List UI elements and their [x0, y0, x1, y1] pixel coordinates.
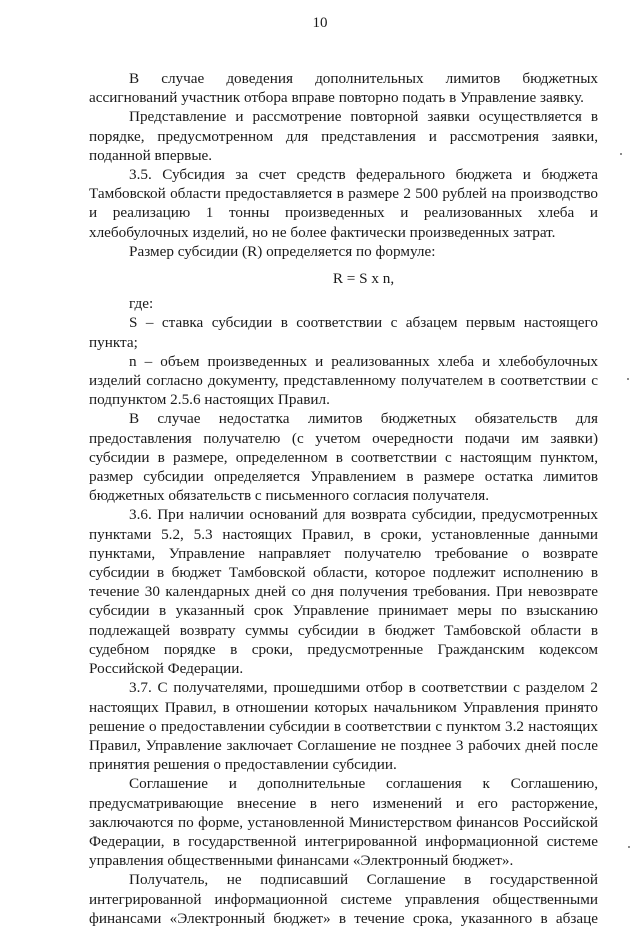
text-line: принятия решения о предоставлении субсидии. — [89, 756, 397, 774]
document-body — [89, 69, 598, 928]
paragraph-p2 — [89, 107, 598, 165]
text-line: управления общественными финансами «Электронный бюджет». — [89, 852, 514, 870]
text-line: настоящих Правил, в отношении которых начальником Управления принято — [89, 698, 598, 716]
text-line: размер субсидии определяется Управлением в размере остатка лимитов — [89, 468, 598, 486]
text-line: изделий согласно документу, представленному получателем в соответствии с — [89, 372, 598, 390]
scan-artifact — [627, 378, 629, 380]
text-line: предоставления получателю (с учетом очередности подачи им заявки) — [89, 429, 598, 447]
text-line: финансами «Электронный бюджет» в течение срока, указанного в абзаце — [89, 909, 598, 927]
text-line: В случае доведения дополнительных лимитов бюджетных — [129, 70, 598, 87]
text-line: хлебобулочных изделий, но не более фактически произведенных затрат. — [89, 223, 556, 241]
text-line: S – ставка субсидии в соответствии с абзацем первым настоящего — [129, 314, 598, 332]
text-line: Правил, Управление заключает Соглашение не позднее 3 рабочих дней после — [89, 736, 598, 754]
paragraph-p8 — [89, 409, 598, 505]
paragraph-p11 — [89, 774, 598, 870]
text-line: Соглашение и дополнительные соглашения к Соглашению, — [129, 775, 598, 793]
text-line: судебном порядке в сроки, предусмотренные Гражданским кодексом — [89, 640, 598, 658]
formula: R = S x n, — [332, 270, 395, 288]
paragraph-p1 — [89, 69, 598, 107]
text-line: пунктами, Управление направляет получателю требование о возврате — [89, 544, 598, 562]
text-line: Размер субсидии (R) определяется по формуле: — [129, 242, 436, 260]
text-line: и реализацию 1 тонны произведенных и реализованных хлеба и — [89, 204, 598, 222]
text-line: Федерации, в государственной интегрированной информационной системе — [89, 832, 598, 850]
text-line: решение о предоставлении субсидии в соответствии с пунктом 3.2 настоящих — [89, 717, 598, 735]
paragraph-p9 — [89, 505, 598, 678]
paragraph-p7 — [89, 352, 598, 410]
text-line: подпунктом 2.5.6 настоящих Правил. — [89, 391, 330, 409]
paragraph-p5 — [89, 294, 598, 313]
text-line: В случае недостатка лимитов бюджетных обязательств для — [129, 410, 598, 428]
text-line: 3.7. С получателями, прошедшими отбор в соответствии с разделом 2 — [129, 679, 598, 697]
text-line: Получатель, не подписавший Соглашение в государственной — [129, 871, 598, 889]
scan-artifact — [628, 846, 630, 848]
text-line: интегрированной информационной системе управления общественными — [89, 890, 598, 908]
paragraph-p12 — [89, 870, 598, 928]
text-line: Представление и рассмотрение повторной заявки осуществляется в — [129, 108, 598, 126]
paragraph-p4 — [89, 242, 598, 261]
text-line: n – объем произведенных и реализованных хлеба и хлебобулочных — [129, 352, 598, 370]
paragraph-p3 — [89, 165, 598, 242]
text-line: течение 30 календарных дней со дня получения требования. При невозврате — [89, 583, 598, 601]
text-line: заключаются по форме, установленной Министерством финансов Российской — [89, 813, 598, 831]
text-line: Тамбовской области предоставляется в размере 2 500 рублей на производство — [89, 185, 598, 203]
text-line: субсидии в указанный срок Управление принимает меры по взысканию — [89, 602, 598, 620]
text-line: субсидии в размере, определенном в соответствии с настоящим пунктом, — [89, 448, 598, 466]
text-line: Российской Федерации. — [89, 660, 244, 678]
text-line: 3.5. Субсидия за счет средств федерального бюджета и бюджета — [129, 166, 598, 184]
text-line: субсидии в бюджет Тамбовской области, которое подлежит исполнению в — [89, 564, 598, 582]
paragraph-p6 — [89, 313, 598, 351]
paragraph-p10 — [89, 678, 598, 774]
page-number: 10 — [312, 15, 328, 31]
text-line: бюджетных обязательств с письменного согласия получателя. — [89, 487, 490, 505]
text-line: 3.6. При наличии оснований для возврата субсидии, предусмотренных — [129, 506, 598, 524]
text-line: поданной впервые. — [89, 146, 213, 164]
text-line: пунктами 5.2, 5.3 настоящих Правил, в сроки, установленные данными — [89, 525, 598, 543]
text-line: ассигнований участник отбора вправе повторно подать в Управление заявку. — [89, 89, 584, 107]
text-line: где: — [129, 295, 154, 313]
text-line: предусматривающие внесение в него изменений и его расторжение, — [89, 794, 598, 812]
text-line: порядке, предусмотренном для представления и рассмотрения заявки, — [89, 127, 598, 145]
text-line: пункта; — [89, 333, 138, 351]
scan-artifact — [620, 153, 622, 155]
text-line: подлежащей возврату суммы субсидии в бюджет Тамбовской области в — [89, 621, 598, 639]
